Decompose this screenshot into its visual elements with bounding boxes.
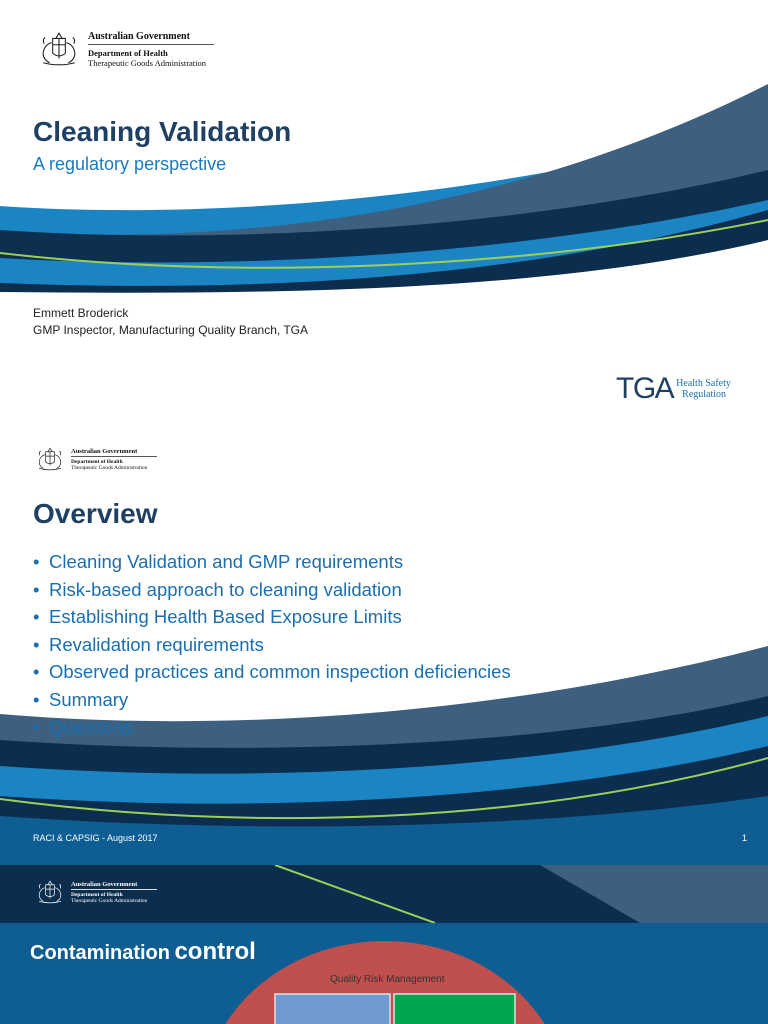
slide2-title: Overview	[33, 498, 158, 529]
logo-dept-text: Department of Health	[71, 458, 123, 465]
list-item: • Questions	[33, 714, 511, 742]
overview-slide	[0, 416, 768, 865]
logo-gov-text: Australian Government	[71, 448, 157, 457]
gov-logo-small	[33, 879, 157, 905]
tga-mark: TGA	[616, 372, 674, 405]
tga-brand	[616, 372, 731, 406]
author-position: GMP Inspector, Manufacturing Quality Branch, TGA	[33, 323, 309, 337]
crest-icon	[33, 446, 67, 472]
overview-bullet-list	[33, 548, 511, 741]
slide3-title-part2: control	[174, 938, 256, 965]
slide1-title: Cleaning Validation	[33, 116, 292, 147]
tga-tagline-1: Health Safety	[676, 378, 731, 389]
list-item: • Risk-based approach to cleaning validation	[33, 576, 511, 604]
list-item: • Revalidation requirements	[33, 631, 511, 659]
wave-decoration	[0, 80, 768, 295]
logo-gov-text: Australian Government	[71, 881, 157, 890]
contamination-slide	[0, 865, 768, 1024]
page-number: 1	[742, 833, 748, 843]
crest-icon	[33, 879, 67, 905]
gov-logo-small	[33, 446, 157, 472]
logo-dept-text: Department of Health	[71, 891, 123, 898]
slide1-subtitle: A regulatory perspective	[33, 154, 227, 174]
tga-tagline-2: Regulation	[682, 389, 727, 400]
crest-icon	[34, 30, 84, 68]
slide3-title-part1: Contamination	[30, 942, 170, 964]
list-item: • Cleaning Validation and GMP requirements	[33, 548, 511, 576]
title-slide	[0, 0, 768, 416]
list-item: • Observed practices and common inspection deficiencies	[33, 658, 511, 686]
qrm-label: Quality Risk Management	[330, 974, 445, 985]
logo-agency-text: Therapeutic Goods Administration	[88, 57, 207, 68]
logo-dept-text: Department of Health	[88, 47, 168, 58]
author-name: Emmett Broderick	[33, 306, 129, 320]
logo-gov-text: Australian Government	[88, 31, 214, 45]
slide3-title	[30, 938, 256, 966]
slide-footer: RACI & CAPSIG - August 2017	[33, 833, 158, 843]
gov-logo	[34, 30, 214, 68]
list-item: • Establishing Health Based Exposure Limits	[33, 603, 511, 631]
list-item: • Summary	[33, 686, 511, 714]
logo-agency-text: Therapeutic Goods Administration	[71, 464, 148, 471]
logo-agency-text: Therapeutic Goods Administration	[71, 897, 148, 904]
